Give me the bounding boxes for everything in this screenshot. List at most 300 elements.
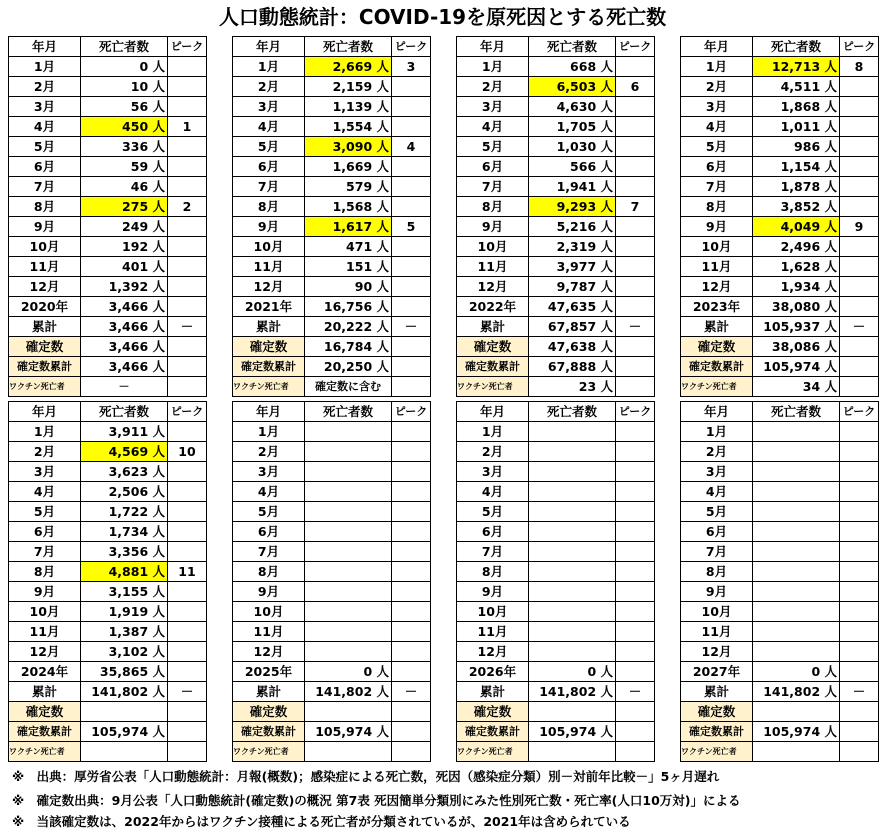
peak-header: ピーク [392, 37, 431, 57]
death-count[interactable] [529, 622, 616, 642]
confirmed-row [457, 702, 655, 722]
confirmed-label: 確定数 [681, 702, 753, 722]
confirmed-value[interactable]: 38,086 人 [753, 337, 840, 357]
empty-cell [840, 377, 879, 397]
month-label: 7月 [9, 542, 81, 562]
peak-number [168, 582, 207, 602]
confirmed-row [681, 337, 879, 357]
month-row [681, 622, 879, 642]
death-count[interactable]: 151 人 [305, 257, 392, 277]
peak-number [168, 57, 207, 77]
death-count[interactable] [529, 642, 616, 662]
month-label: 2月 [457, 442, 529, 462]
confirmed-cumulative-value[interactable]: 67,888 人 [529, 357, 616, 377]
month-row [681, 217, 879, 237]
month-label: 5月 [233, 502, 305, 522]
empty-cell [392, 722, 431, 742]
month-label: 1月 [457, 422, 529, 442]
cumulative-row [9, 317, 207, 337]
month-label: 6月 [233, 522, 305, 542]
cumulative-peak: － [616, 317, 655, 337]
death-count[interactable]: 3,911 人 [81, 422, 168, 442]
month-label: 8月 [457, 197, 529, 217]
month-label: 3月 [233, 97, 305, 117]
month-label: 4月 [457, 117, 529, 137]
peak-number [616, 277, 655, 297]
confirmed-value[interactable]: 3,466 人 [81, 337, 168, 357]
month-row [233, 217, 431, 237]
peak-number [392, 522, 431, 542]
peak-number [840, 77, 879, 97]
death-count[interactable]: 6,503 人 [529, 77, 616, 97]
header-row [457, 37, 655, 57]
cumulative-value[interactable]: 3,466 人 [81, 317, 168, 337]
death-count[interactable]: 1,919 人 [81, 602, 168, 622]
death-count[interactable]: 1,139 人 [305, 97, 392, 117]
vaccine-value[interactable]: 34 人 [753, 377, 840, 397]
month-row [9, 462, 207, 482]
month-row [9, 502, 207, 522]
month-label: 4月 [233, 482, 305, 502]
death-count[interactable] [753, 442, 840, 462]
death-count[interactable]: 5,216 人 [529, 217, 616, 237]
death-count[interactable] [305, 642, 392, 662]
peak-number [392, 502, 431, 522]
header-row [9, 37, 207, 57]
month-label: 11月 [9, 257, 81, 277]
month-label: 10月 [457, 237, 529, 257]
peak-number [168, 502, 207, 522]
confirmed-cumulative-row [233, 357, 431, 377]
year-label: 2021年 [233, 297, 305, 317]
death-count[interactable] [753, 622, 840, 642]
year-total[interactable]: 3,466 人 [81, 297, 168, 317]
death-count[interactable] [305, 422, 392, 442]
death-count[interactable] [305, 542, 392, 562]
peak-number: 6 [616, 77, 655, 97]
death-count[interactable] [305, 502, 392, 522]
confirmed-cumulative-row [457, 357, 655, 377]
cumulative-label: 累計 [457, 682, 529, 702]
death-count[interactable] [529, 522, 616, 542]
death-count[interactable]: 2,159 人 [305, 77, 392, 97]
month-label: 7月 [9, 177, 81, 197]
death-count[interactable]: 2,496 人 [753, 237, 840, 257]
peak-number [840, 582, 879, 602]
death-count[interactable]: 471 人 [305, 237, 392, 257]
vaccine-label: ワクチン死亡者 [457, 742, 529, 762]
death-count[interactable] [753, 562, 840, 582]
vaccine-value[interactable] [305, 742, 392, 762]
cumulative-value[interactable]: 67,857 人 [529, 317, 616, 337]
death-count[interactable]: 1,669 人 [305, 157, 392, 177]
death-count[interactable] [529, 422, 616, 442]
death-count[interactable]: 1,387 人 [81, 622, 168, 642]
death-count[interactable] [529, 582, 616, 602]
peak-number [840, 177, 879, 197]
month-label: 10月 [681, 237, 753, 257]
death-count[interactable]: 1,628 人 [753, 257, 840, 277]
empty-cell [840, 702, 879, 722]
death-count[interactable]: 336 人 [81, 137, 168, 157]
death-count[interactable]: 10 人 [81, 77, 168, 97]
empty-cell [168, 337, 207, 357]
confirmed-value[interactable] [529, 702, 616, 722]
month-label: 12月 [457, 642, 529, 662]
death-count[interactable]: 1,568 人 [305, 197, 392, 217]
death-count[interactable]: 192 人 [81, 237, 168, 257]
month-label: 9月 [233, 217, 305, 237]
death-count[interactable] [753, 582, 840, 602]
death-count[interactable]: 3,977 人 [529, 257, 616, 277]
confirmed-value[interactable] [305, 702, 392, 722]
month-row [9, 237, 207, 257]
month-row [233, 57, 431, 77]
death-count[interactable] [305, 562, 392, 582]
year-label: 2023年 [681, 297, 753, 317]
month-row [681, 157, 879, 177]
year-label: 2026年 [457, 662, 529, 682]
month-label: 8月 [457, 562, 529, 582]
footnote: ※ 当該確定数は、2022年からはワクチン接種による死亡者が分類されているが、2021年は含められている [12, 814, 631, 829]
empty-cell [616, 722, 655, 742]
year-table [456, 36, 655, 397]
death-count[interactable]: 3,102 人 [81, 642, 168, 662]
month-row [233, 582, 431, 602]
death-count[interactable]: 46 人 [81, 177, 168, 197]
death-count[interactable] [753, 482, 840, 502]
year-total-row [681, 662, 879, 682]
month-row [9, 562, 207, 582]
month-row [457, 522, 655, 542]
month-header: 年月 [233, 37, 305, 57]
confirmed-label: 確定数 [9, 702, 81, 722]
year-total-row [233, 297, 431, 317]
cumulative-value[interactable]: 105,937 人 [753, 317, 840, 337]
death-count[interactable]: 275 人 [81, 197, 168, 217]
month-label: 5月 [457, 137, 529, 157]
confirmed-label: 確定数 [681, 337, 753, 357]
year-total[interactable]: 0 人 [529, 662, 616, 682]
death-count[interactable]: 3,623 人 [81, 462, 168, 482]
confirmed-cumulative-label: 確定数累計 [457, 722, 529, 742]
cumulative-label: 累計 [681, 682, 753, 702]
death-count[interactable]: 3,356 人 [81, 542, 168, 562]
death-count[interactable]: 1,705 人 [529, 117, 616, 137]
vaccine-label: ワクチン死亡者 [681, 377, 753, 397]
cumulative-row [9, 682, 207, 702]
month-row [233, 257, 431, 277]
month-row [9, 217, 207, 237]
footnote: ※ 確定数出典：9月公表「人口動態統計(確定数)の概況 第7表 死因簡単分類別にみた性別死亡数・死亡率(人口10万対)」による [12, 793, 741, 808]
death-count[interactable]: 1,554 人 [305, 117, 392, 137]
peak-number [168, 482, 207, 502]
month-row [233, 642, 431, 662]
confirmed-cumulative-value[interactable]: 20,250 人 [305, 357, 392, 377]
death-count[interactable]: 1,011 人 [753, 117, 840, 137]
death-count[interactable]: 4,630 人 [529, 97, 616, 117]
vaccine-value[interactable]: － [81, 377, 168, 397]
month-row [681, 97, 879, 117]
year-total-row [681, 297, 879, 317]
death-count[interactable]: 450 人 [81, 117, 168, 137]
death-count[interactable] [305, 622, 392, 642]
month-row [233, 422, 431, 442]
month-label: 3月 [681, 97, 753, 117]
month-label: 2月 [681, 77, 753, 97]
cumulative-peak: － [392, 682, 431, 702]
confirmed-value[interactable]: 16,784 人 [305, 337, 392, 357]
death-count[interactable] [305, 442, 392, 462]
death-count[interactable]: 1,734 人 [81, 522, 168, 542]
confirmed-value[interactable] [753, 702, 840, 722]
empty-cell [840, 742, 879, 762]
month-row [9, 642, 207, 662]
year-total[interactable]: 38,080 人 [753, 297, 840, 317]
cumulative-label: 累計 [233, 682, 305, 702]
peak-number [840, 562, 879, 582]
month-label: 11月 [457, 257, 529, 277]
month-label: 4月 [681, 117, 753, 137]
cumulative-value[interactable]: 141,802 人 [305, 682, 392, 702]
peak-header: ピーク [168, 402, 207, 422]
month-row [457, 77, 655, 97]
vaccine-value[interactable] [753, 742, 840, 762]
month-row [233, 542, 431, 562]
death-count[interactable] [753, 522, 840, 542]
death-count[interactable]: 579 人 [305, 177, 392, 197]
year-total[interactable]: 0 人 [753, 662, 840, 682]
vaccine-row [681, 742, 879, 762]
peak-number [616, 642, 655, 662]
year-label: 2025年 [233, 662, 305, 682]
empty-cell [392, 357, 431, 377]
deaths-header: 死亡者数 [305, 402, 392, 422]
peak-number [392, 197, 431, 217]
confirmed-cumulative-value[interactable]: 105,974 人 [753, 357, 840, 377]
peak-number [616, 462, 655, 482]
confirmed-cumulative-row [681, 722, 879, 742]
confirmed-value[interactable]: 47,638 人 [529, 337, 616, 357]
month-row [457, 562, 655, 582]
confirmed-cumulative-row [9, 722, 207, 742]
year-total[interactable]: 16,756 人 [305, 297, 392, 317]
confirmed-cumulative-value[interactable]: 3,466 人 [81, 357, 168, 377]
month-row [9, 157, 207, 177]
month-label: 11月 [9, 622, 81, 642]
peak-number [616, 422, 655, 442]
death-count[interactable]: 1,878 人 [753, 177, 840, 197]
month-label: 7月 [681, 542, 753, 562]
month-header: 年月 [457, 37, 529, 57]
death-count[interactable]: 1,617 人 [305, 217, 392, 237]
year-total[interactable]: 47,635 人 [529, 297, 616, 317]
cumulative-row [457, 317, 655, 337]
month-header: 年月 [681, 402, 753, 422]
peak-number [168, 642, 207, 662]
death-count[interactable] [753, 462, 840, 482]
month-label: 4月 [457, 482, 529, 502]
cumulative-value[interactable]: 141,802 人 [529, 682, 616, 702]
death-count[interactable] [753, 642, 840, 662]
month-row [681, 522, 879, 542]
cumulative-label: 累計 [233, 317, 305, 337]
death-count[interactable] [529, 502, 616, 522]
death-count[interactable]: 9,293 人 [529, 197, 616, 217]
deaths-header: 死亡者数 [753, 37, 840, 57]
month-label: 9月 [9, 217, 81, 237]
confirmed-row [233, 702, 431, 722]
empty-cell [840, 337, 879, 357]
death-count[interactable]: 1,392 人 [81, 277, 168, 297]
peak-number [616, 502, 655, 522]
vaccine-label: ワクチン死亡者 [681, 742, 753, 762]
death-count[interactable] [305, 462, 392, 482]
death-count[interactable] [753, 502, 840, 522]
death-count[interactable]: 2,506 人 [81, 482, 168, 502]
month-label: 11月 [233, 257, 305, 277]
vaccine-value[interactable]: 確定数に含む [305, 377, 392, 397]
death-count[interactable]: 4,569 人 [81, 442, 168, 462]
death-count[interactable]: 3,155 人 [81, 582, 168, 602]
death-count[interactable] [753, 602, 840, 622]
death-count[interactable] [305, 522, 392, 542]
cumulative-value[interactable]: 20,222 人 [305, 317, 392, 337]
month-row [233, 237, 431, 257]
confirmed-row [9, 702, 207, 722]
month-row [233, 77, 431, 97]
death-count[interactable]: 9,787 人 [529, 277, 616, 297]
month-label: 8月 [233, 197, 305, 217]
death-count[interactable]: 1,868 人 [753, 97, 840, 117]
month-label: 11月 [457, 622, 529, 642]
month-label: 1月 [681, 422, 753, 442]
footnote: ※ 出典：厚労省公表「人口動態統計：月報(概数)；感染症による死亡数，死因（感染症分類）別－対前年比較－」5ヶ月遅れ [12, 769, 720, 784]
confirmed-cumulative-value[interactable]: 105,974 人 [529, 722, 616, 742]
month-row [9, 57, 207, 77]
death-count[interactable]: 12,713 人 [753, 57, 840, 77]
vaccine-value[interactable] [81, 742, 168, 762]
month-row [9, 582, 207, 602]
cumulative-peak: － [168, 317, 207, 337]
death-count[interactable]: 566 人 [529, 157, 616, 177]
peak-number [616, 562, 655, 582]
cumulative-label: 累計 [457, 317, 529, 337]
death-count[interactable]: 56 人 [81, 97, 168, 117]
confirmed-value[interactable] [81, 702, 168, 722]
cumulative-value[interactable]: 141,802 人 [81, 682, 168, 702]
month-row [457, 237, 655, 257]
death-count[interactable]: 1,722 人 [81, 502, 168, 522]
death-count[interactable]: 3,852 人 [753, 197, 840, 217]
confirmed-cumulative-value[interactable]: 105,974 人 [81, 722, 168, 742]
vaccine-row [233, 742, 431, 762]
year-total[interactable]: 0 人 [305, 662, 392, 682]
death-count[interactable] [305, 582, 392, 602]
confirmed-label: 確定数 [9, 337, 81, 357]
death-count[interactable]: 249 人 [81, 217, 168, 237]
month-row [233, 277, 431, 297]
death-count[interactable]: 1,934 人 [753, 277, 840, 297]
month-row [681, 57, 879, 77]
death-count[interactable]: 668 人 [529, 57, 616, 77]
month-row [457, 117, 655, 137]
month-row [681, 442, 879, 462]
death-count[interactable] [753, 542, 840, 562]
death-count[interactable] [305, 602, 392, 622]
empty-cell [840, 297, 879, 317]
month-label: 6月 [9, 522, 81, 542]
peak-number [168, 77, 207, 97]
empty-cell [616, 357, 655, 377]
month-row [233, 462, 431, 482]
header-row [233, 402, 431, 422]
month-label: 6月 [457, 157, 529, 177]
death-count[interactable]: 4,049 人 [753, 217, 840, 237]
death-count[interactable] [529, 562, 616, 582]
death-count[interactable] [529, 542, 616, 562]
death-count[interactable]: 59 人 [81, 157, 168, 177]
month-label: 10月 [681, 602, 753, 622]
year-total[interactable]: 35,865 人 [81, 662, 168, 682]
death-count[interactable] [305, 482, 392, 502]
death-count[interactable] [529, 482, 616, 502]
peak-number [168, 462, 207, 482]
month-header: 年月 [9, 402, 81, 422]
death-count[interactable] [529, 442, 616, 462]
empty-cell [168, 377, 207, 397]
death-count[interactable] [753, 422, 840, 442]
death-count[interactable]: 986 人 [753, 137, 840, 157]
death-count[interactable]: 90 人 [305, 277, 392, 297]
death-count[interactable] [529, 462, 616, 482]
death-count[interactable]: 1,030 人 [529, 137, 616, 157]
month-row [457, 602, 655, 622]
peak-number [392, 422, 431, 442]
month-label: 5月 [457, 502, 529, 522]
confirmed-cumulative-value[interactable]: 105,974 人 [753, 722, 840, 742]
vaccine-label: ワクチン死亡者 [457, 377, 529, 397]
vaccine-value[interactable] [529, 742, 616, 762]
cumulative-value[interactable]: 141,802 人 [753, 682, 840, 702]
death-count[interactable]: 4,511 人 [753, 77, 840, 97]
cumulative-peak: － [840, 682, 879, 702]
death-count[interactable] [529, 602, 616, 622]
month-row [9, 257, 207, 277]
death-count[interactable]: 2,669 人 [305, 57, 392, 77]
year-total-row [9, 297, 207, 317]
month-label: 10月 [457, 602, 529, 622]
empty-cell [392, 702, 431, 722]
month-label: 12月 [9, 277, 81, 297]
month-row [681, 422, 879, 442]
empty-cell [616, 337, 655, 357]
death-count[interactable]: 3,090 人 [305, 137, 392, 157]
confirmed-cumulative-value[interactable]: 105,974 人 [305, 722, 392, 742]
month-row [681, 562, 879, 582]
vaccine-row [9, 742, 207, 762]
year-total-row [233, 662, 431, 682]
confirmed-label: 確定数 [457, 702, 529, 722]
peak-number [616, 137, 655, 157]
death-count[interactable]: 1,154 人 [753, 157, 840, 177]
death-count[interactable]: 1,941 人 [529, 177, 616, 197]
death-count[interactable]: 401 人 [81, 257, 168, 277]
death-count[interactable]: 4,881 人 [81, 562, 168, 582]
death-count[interactable]: 0 人 [81, 57, 168, 77]
vaccine-value[interactable]: 23 人 [529, 377, 616, 397]
death-count[interactable]: 2,319 人 [529, 237, 616, 257]
